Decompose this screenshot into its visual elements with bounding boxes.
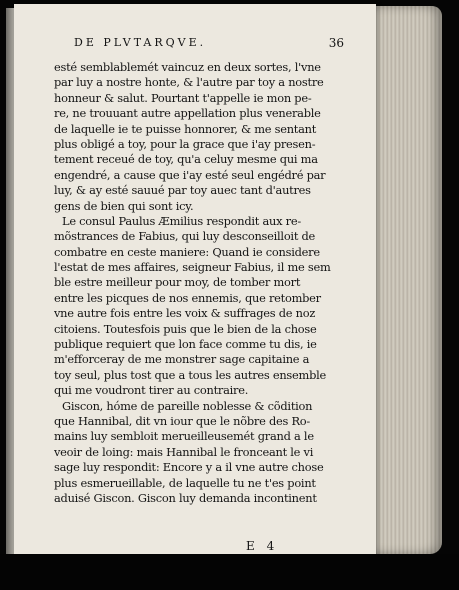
text-line: l'estat de mes affaires, seigneur Fabius, il me sem <box>54 260 331 275</box>
paragraph-start-line: Le consul Paulus Æmilius respondit aux re- <box>62 213 301 228</box>
text-line: entre les picques de nos ennemis, que retomber <box>54 290 321 305</box>
text-line: sage luy respondit: Encore y a il vne autre chose <box>54 460 324 475</box>
signature-mark: E 4 <box>246 539 279 553</box>
page-text-block <box>54 60 336 506</box>
text-line: gens de bien qui sont icy. <box>54 198 194 213</box>
text-line: plus esmerueillable, de laquelle tu ne t'es point <box>54 475 316 490</box>
text-line: luy, & ay esté sauué par toy auec tant d'autres <box>54 183 311 198</box>
text-line: veoir de loing: mais Hannibal le fronceant le vi <box>54 444 314 459</box>
text-line: m'efforceray de me monstrer sage capitaine a <box>54 352 310 367</box>
text-line: plus obligé a toy, pour la grace que i'ay presen- <box>54 136 316 151</box>
text-line: tement receué de toy, qu'a celuy mesme qui ma <box>54 152 318 167</box>
text-line: citoiens. Toutesfois puis que le bien de la chose <box>54 321 317 336</box>
text-line: aduisé Giscon. Giscon luy demanda incontinent <box>54 490 317 505</box>
book-page <box>14 4 376 560</box>
page-header <box>74 36 344 54</box>
text-line: engendré, a cause que i'ay esté seul engédré par <box>54 167 326 182</box>
text-line: honneur & salut. Pourtant t'appelle ie mon pe- <box>54 90 312 105</box>
text-line: re, ne trouuant autre appellation plus venerable <box>54 106 321 121</box>
book-fore-edge <box>372 6 442 554</box>
text-line: publique requiert que lon face comme tu dis, ie <box>54 337 317 352</box>
text-line: de laquelle ie te puisse honnorer, & me sentant <box>54 121 317 136</box>
text-line: vne autre fois entre les voix & suffrages de noz <box>54 306 316 321</box>
text-line: toy seul, plus tost que a tous les autres ensemble <box>54 367 326 382</box>
running-head: DE PLVTARQVE. <box>74 36 207 49</box>
text-line: qui me voudront tirer au contraire. <box>54 383 249 398</box>
text-line: ble estre meilleur pour moy, de tomber mort <box>54 275 301 290</box>
text-line: esté semblablemét vaincuz en deux sortes, l'vne <box>54 60 321 74</box>
text-line: combatre en ceste maniere: Quand ie considere <box>54 244 320 259</box>
text-line: que Hannibal, dit vn iour que le nõbre des Ro- <box>54 413 310 428</box>
text-line: par luy a nostre honte, & l'autre par toy a nostre <box>54 75 324 90</box>
text-line: mains luy sembloit merueilleusemét grand a le <box>54 429 314 444</box>
scan-bottom-shadow <box>0 554 459 590</box>
text-line: mõstrances de Fabius, qui luy desconseilloit de <box>54 229 316 244</box>
paragraph-start-line: Giscon, hóme de pareille noblesse & cõdition <box>62 398 313 413</box>
page-number: 36 <box>328 36 344 50</box>
